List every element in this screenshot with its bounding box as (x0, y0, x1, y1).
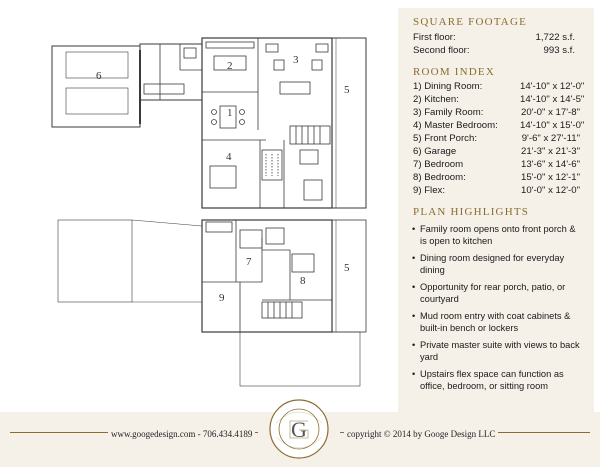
room-size: 14'-10" x 14'-5" (520, 94, 585, 105)
room-name: 9) Flex: (413, 185, 445, 196)
room-label-master-bedroom: 4 (226, 151, 232, 163)
room-size: 10'-0" x 12'-0" (520, 185, 580, 196)
room-label-kitchen: 2 (227, 60, 233, 72)
room-size: 13'-6" x 14'-6" (520, 159, 580, 170)
room-size: 15'-0" x 12'-1" (520, 172, 580, 183)
room-size: 9'-6" x 27'-11" (521, 133, 580, 144)
room-label-bedroom-7: 7 (246, 256, 252, 268)
sqft-label: Second floor: (413, 45, 470, 56)
room-name: 8) Bedroom: (413, 172, 466, 183)
room-label-garage: 6 (96, 70, 102, 82)
phone-number: 706.434.4189 (202, 429, 253, 439)
highlight-item (412, 253, 582, 276)
bullet-icon: • (412, 224, 416, 234)
highlight-item (412, 311, 582, 334)
highlight-text: Dining room designed for everyday dining (420, 253, 565, 275)
highlight-item (412, 340, 582, 363)
sqft-label: First floor: (413, 32, 456, 43)
highlight-text: Opportunity for rear porch, patio, or courtyard (420, 282, 566, 304)
footer-contact (108, 429, 255, 439)
room-name: 2) Kitchen: (413, 94, 459, 105)
room-label-front-porch: 5 (344, 84, 350, 96)
footer-separator: - (197, 429, 201, 439)
googe-design-logo-icon (268, 398, 330, 460)
room-name: 6) Garage (413, 146, 457, 157)
first-floor-plan (52, 38, 366, 208)
logo-letter: G (291, 417, 307, 442)
room-size: 14'-10" x 12'-0" (520, 81, 585, 92)
room-size: 21'-3" x 21'-3" (520, 146, 580, 157)
second-floor-plan (58, 220, 366, 386)
room-index-heading: ROOM INDEX (413, 66, 495, 78)
room-label-flex: 9 (219, 292, 225, 304)
room-name: 4) Master Bedroom: (413, 120, 498, 131)
plan-highlights-heading: PLAN HIGHLIGHTS (413, 206, 530, 218)
highlight-text: Family room opens onto front porch & is open to kitchen (420, 224, 576, 246)
website-link[interactable]: www.googedesign.com (111, 429, 196, 439)
bullet-icon: • (412, 311, 416, 321)
room-label-family-room: 3 (293, 54, 299, 66)
highlight-item (412, 224, 582, 247)
highlight-text: Upstairs flex space can function as office, bedroom, or sitting room (420, 369, 564, 391)
room-name: 7) Bedroom (413, 159, 464, 170)
room-size: 20'-0" x 17'-8" (520, 107, 580, 118)
room-label-dining-room: 1 (227, 107, 233, 119)
square-footage-heading: SQUARE FOOTAGE (413, 16, 528, 28)
bullet-icon: • (412, 340, 416, 350)
room-label-bedroom-8: 8 (300, 275, 306, 287)
highlight-item (412, 369, 582, 392)
footer (0, 412, 600, 467)
room-name: 1) Dining Room: (413, 81, 483, 92)
sqft-value: 993 s.f. (543, 45, 575, 56)
bullet-icon: • (412, 253, 416, 263)
room-size: 14'-10" x 15'-0" (520, 120, 585, 131)
bullet-icon: • (412, 369, 416, 379)
copyright-text: copyright © 2014 by Googe Design LLC (344, 429, 498, 439)
highlight-item (412, 282, 582, 305)
highlight-text: Private master suite with views to back yard (420, 340, 580, 362)
room-name: 5) Front Porch: (413, 133, 477, 144)
highlight-text: Mud room entry with coat cabinets & built-in bench or lockers (420, 311, 571, 333)
info-panel (398, 8, 594, 412)
sqft-value: 1,722 s.f. (535, 32, 575, 43)
room-label-porch-upper: 5 (344, 262, 350, 274)
room-name: 3) Family Room: (413, 107, 484, 118)
bullet-icon: • (412, 282, 416, 292)
